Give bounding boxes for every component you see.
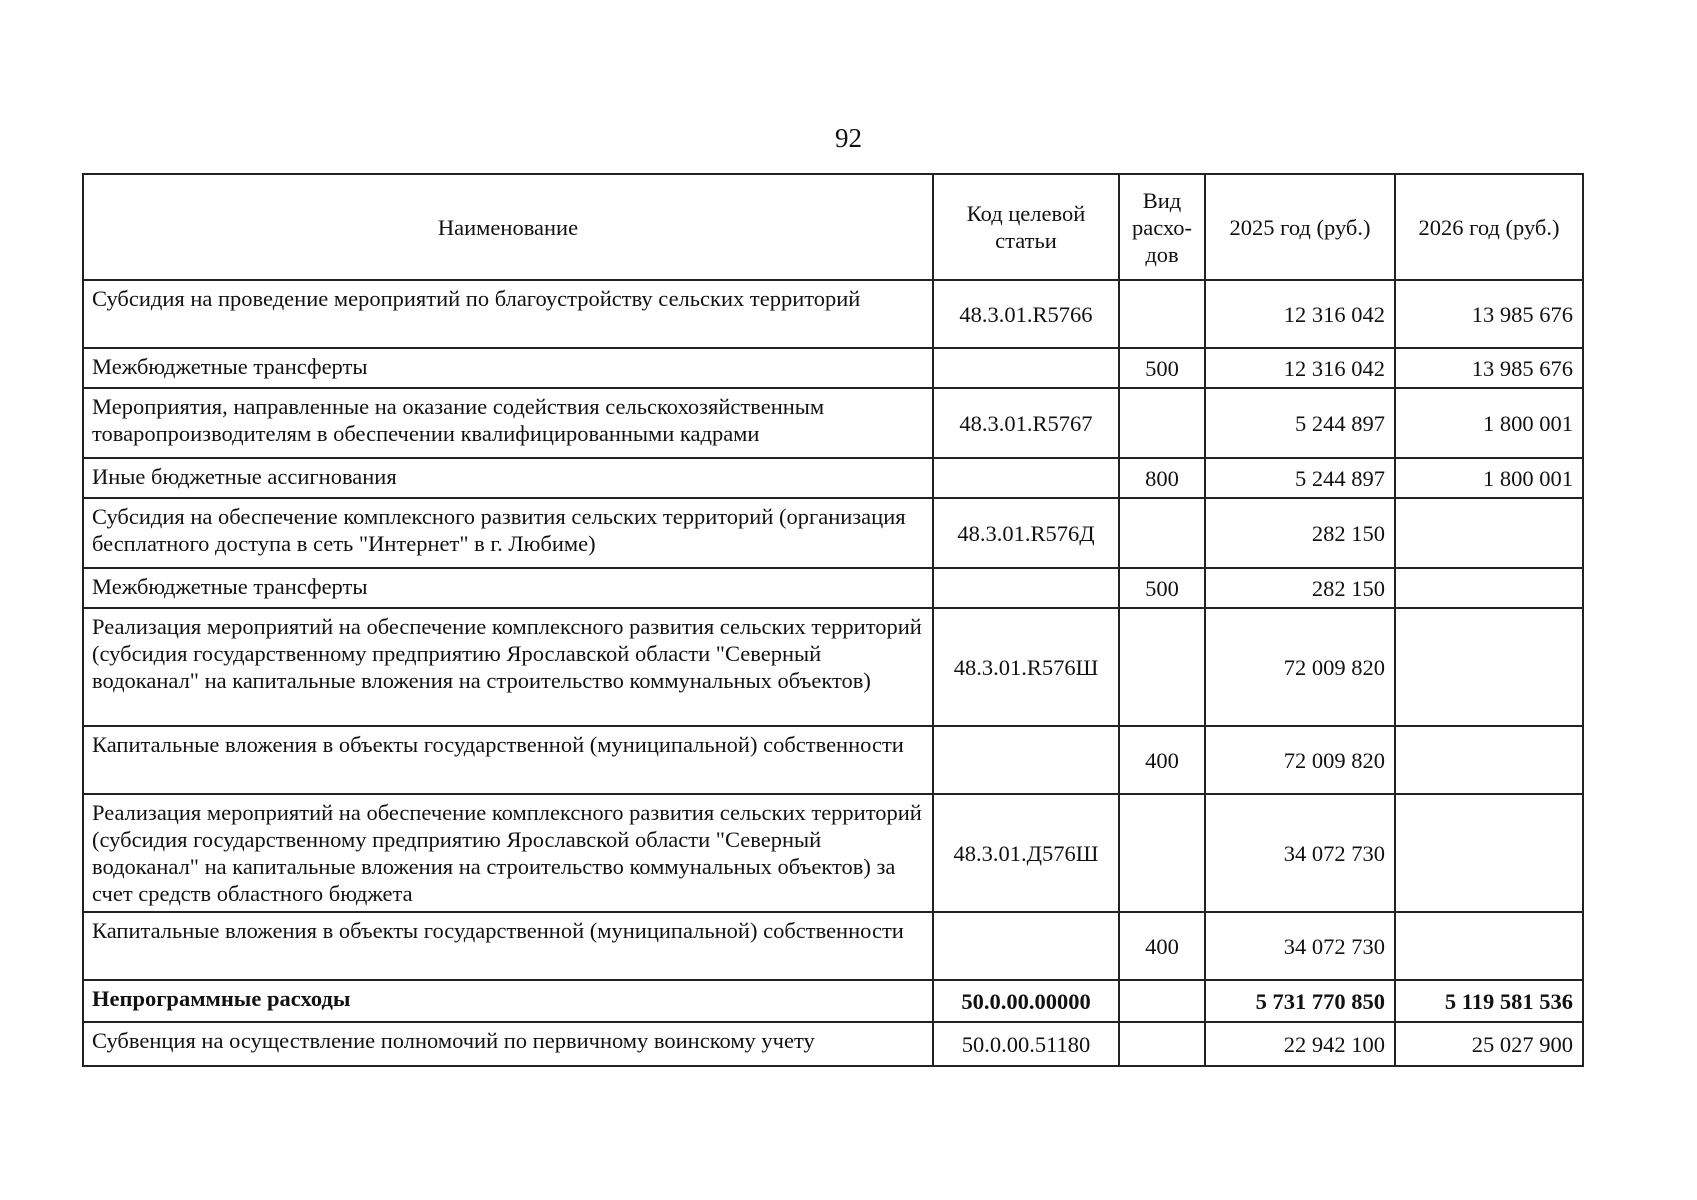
row-2025-cell: 5 244 897 (1205, 458, 1395, 498)
row-name-cell: Субсидия на обеспечение комплексного развития сельских территорий (организация бесплатного доступа в сеть "Интернет" в г. Любиме) (83, 498, 933, 568)
table-row (83, 498, 1583, 568)
row-code-cell (933, 458, 1119, 498)
table-row (83, 1022, 1583, 1066)
row-code-cell: 50.0.00.51180 (933, 1022, 1119, 1066)
row-2026-cell (1395, 568, 1583, 608)
row-name-cell: Непрограммные расходы (83, 980, 933, 1022)
row-kind-cell: 800 (1119, 458, 1205, 498)
header-2025: 2025 год (руб.) (1205, 174, 1395, 280)
row-name-cell: Реализация мероприятий на обеспечение комплексного развития сельских территорий (субсидия государственному предприятию Ярославской области "Северный водоканал" на капитальные вложения на строительство коммунальных объектов) (83, 608, 933, 726)
row-2026-cell: 25 027 900 (1395, 1022, 1583, 1066)
row-2025-cell: 12 316 042 (1205, 280, 1395, 348)
row-2026-cell (1395, 912, 1583, 980)
row-2026-cell (1395, 498, 1583, 568)
row-kind-cell (1119, 608, 1205, 726)
row-code-cell (933, 726, 1119, 794)
row-kind-cell: 500 (1119, 348, 1205, 388)
row-2026-cell: 13 985 676 (1395, 348, 1583, 388)
row-kind-cell (1119, 1022, 1205, 1066)
row-2026-cell (1395, 726, 1583, 794)
row-2026-cell (1395, 608, 1583, 726)
table-row (83, 980, 1583, 1022)
row-code-cell: 48.3.01.Д576Ш (933, 794, 1119, 912)
row-code-cell (933, 568, 1119, 608)
budget-table (82, 173, 1584, 1067)
table-row (83, 912, 1583, 980)
header-name: Наименование (83, 174, 933, 280)
table-row (83, 388, 1583, 458)
header-2026: 2026 год (руб.) (1395, 174, 1583, 280)
row-kind-cell (1119, 498, 1205, 568)
row-name-cell: Субсидия на проведение мероприятий по благоустройству сельских территорий (83, 280, 933, 348)
row-name-cell: Иные бюджетные ассигнования (83, 458, 933, 498)
row-code-cell: 50.0.00.00000 (933, 980, 1119, 1022)
row-kind-cell (1119, 980, 1205, 1022)
header-kind: Вид расхо-дов (1119, 174, 1205, 280)
table-row (83, 726, 1583, 794)
row-kind-cell (1119, 794, 1205, 912)
row-name-cell: Межбюджетные трансферты (83, 348, 933, 388)
row-name-cell: Межбюджетные трансферты (83, 568, 933, 608)
header-code: Код целевой статьи (933, 174, 1119, 280)
row-2026-cell (1395, 794, 1583, 912)
row-name-cell: Субвенция на осуществление полномочий по первичному воинскому учету (83, 1022, 933, 1066)
table-row (83, 608, 1583, 726)
row-code-cell: 48.3.01.R5766 (933, 280, 1119, 348)
row-code-cell: 48.3.01.R5767 (933, 388, 1119, 458)
row-2025-cell: 72 009 820 (1205, 608, 1395, 726)
table-row (83, 794, 1583, 912)
row-2025-cell: 72 009 820 (1205, 726, 1395, 794)
table-row (83, 458, 1583, 498)
row-kind-cell: 500 (1119, 568, 1205, 608)
row-code-cell (933, 912, 1119, 980)
row-name-cell: Реализация мероприятий на обеспечение комплексного развития сельских территорий (субсидия государственному предприятию Ярославской области "Северный водоканал" на капитальные вложения на строительство коммунальных объектов) за счет средств областного бюджета (83, 794, 933, 912)
table-header-row (83, 174, 1583, 280)
row-kind-cell: 400 (1119, 912, 1205, 980)
row-2025-cell: 34 072 730 (1205, 794, 1395, 912)
row-2026-cell: 1 800 001 (1395, 388, 1583, 458)
row-code-cell (933, 348, 1119, 388)
row-2025-cell: 12 316 042 (1205, 348, 1395, 388)
row-2026-cell: 5 119 581 536 (1395, 980, 1583, 1022)
row-name-cell: Капитальные вложения в объекты государственной (муниципальной) собственности (83, 912, 933, 980)
row-2026-cell: 13 985 676 (1395, 280, 1583, 348)
row-2025-cell: 22 942 100 (1205, 1022, 1395, 1066)
row-2025-cell: 282 150 (1205, 568, 1395, 608)
row-2026-cell: 1 800 001 (1395, 458, 1583, 498)
row-2025-cell: 282 150 (1205, 498, 1395, 568)
row-kind-cell (1119, 388, 1205, 458)
row-code-cell: 48.3.01.R576Д (933, 498, 1119, 568)
row-code-cell: 48.3.01.R576Ш (933, 608, 1119, 726)
table-row (83, 568, 1583, 608)
page-number: 92 (835, 123, 862, 153)
row-2025-cell: 5 244 897 (1205, 388, 1395, 458)
table-row (83, 348, 1583, 388)
row-2025-cell: 5 731 770 850 (1205, 980, 1395, 1022)
row-kind-cell (1119, 280, 1205, 348)
row-2025-cell: 34 072 730 (1205, 912, 1395, 980)
table-body (83, 280, 1583, 1066)
row-name-cell: Капитальные вложения в объекты государственной (муниципальной) собственности (83, 726, 933, 794)
row-name-cell: Мероприятия, направленные на оказание содействия сельскохозяйственным товаропроизводителям в обеспечении квалифицированными кадрами (83, 388, 933, 458)
table-row (83, 280, 1583, 348)
row-kind-cell: 400 (1119, 726, 1205, 794)
